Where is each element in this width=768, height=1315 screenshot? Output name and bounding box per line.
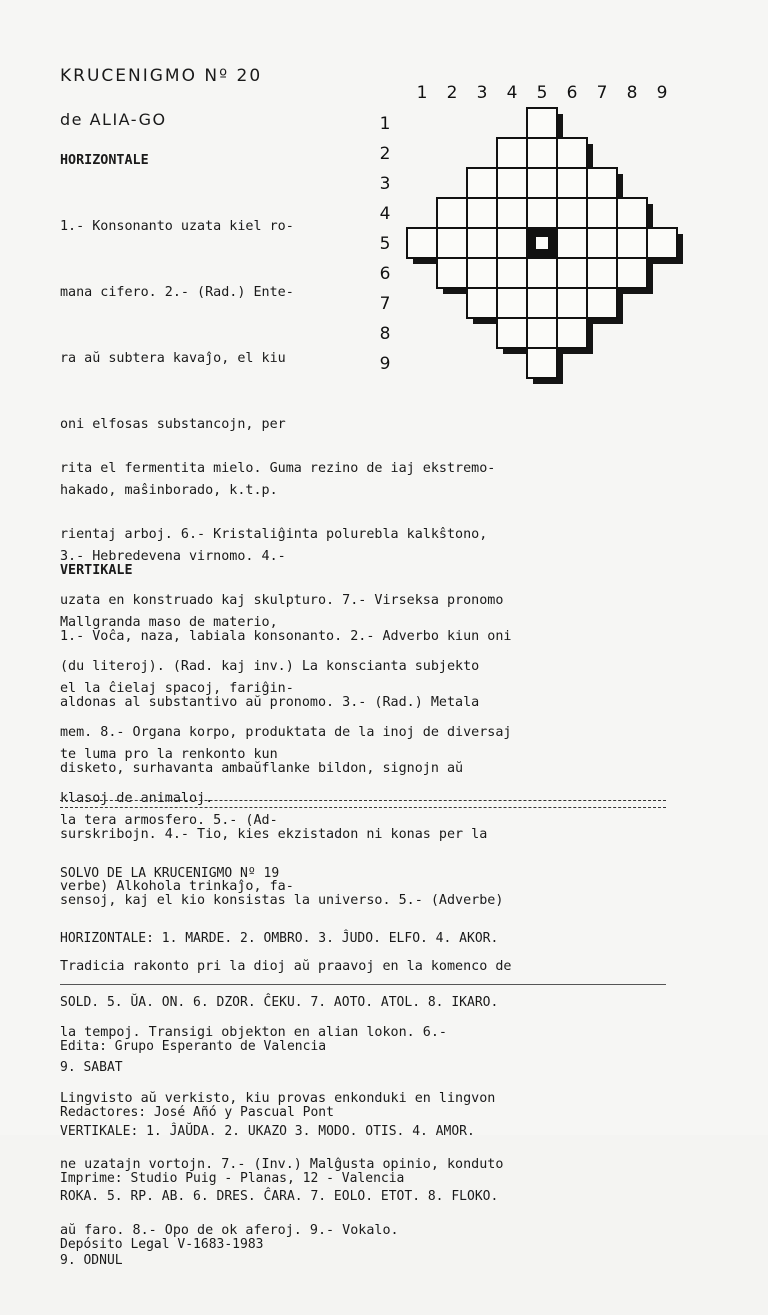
colophon [60,992,404,1300]
clue-line: 1.- Konsonanto uzata kiel ro- [60,219,294,234]
grid-cell[interactable] [617,198,647,228]
grid-cell[interactable] [527,168,557,198]
grid-cell[interactable] [527,348,557,378]
grid-cell[interactable] [527,288,557,318]
grid-cell-black-inner [536,237,548,249]
row-number: 7 [379,294,391,314]
grid-cell[interactable] [617,258,647,288]
clue-line: la tempoj. Transigi objekton en alian lokon. 6.- [60,1025,447,1040]
colophon-line: Redactores: José Añó y Pascual Pont [60,1105,334,1120]
solution-line: 9. SABAT [60,1059,123,1075]
vertikale-heading: VERTIKALE [60,563,133,578]
row-number: 6 [379,264,391,284]
grid-cell[interactable] [557,288,587,318]
grid-cell[interactable] [497,288,527,318]
clue-line: Mallgranda maso de materio, [60,615,278,630]
grid-cell[interactable] [527,108,557,138]
grid-cell[interactable] [467,258,497,288]
grid-cell[interactable] [527,318,557,348]
grid-cell[interactable] [467,228,497,258]
puzzle-author: de ALIA-GO [60,110,167,129]
clue-line: 1.- Voĉa, naza, labiala konsonanto. 2.- Adverbo kiun oni [60,629,512,644]
clue-line: rientaj arboj. 6.- Kristaliĝinta polurebla kalkŝtono, [60,527,488,542]
column-number: 1 [416,83,428,103]
grid-cell[interactable] [497,198,527,228]
column-number: 7 [596,83,608,103]
clue-line: verbe) Alkohola trinkaĵo, fa- [60,879,294,894]
column-number: 4 [506,83,518,103]
solution-line: VERTIKALE: 1. ĴAŬDA. 2. UKAZO 3. MODO. OTIS. 4. AMOR. [60,1124,475,1139]
grid-cell[interactable] [467,168,497,198]
horizontale-heading: HORIZONTALE [60,153,149,168]
clue-line: aŭ faro. 8.- Opo de ok aferoj. 9.- Vokalo. [60,1223,399,1238]
row-number: 1 [379,114,391,134]
clue-line: la tera armosfero. 5.- (Ad- [60,813,278,828]
grid-cell[interactable] [557,198,587,228]
grid-cell[interactable] [617,228,647,258]
grid-cell[interactable] [557,168,587,198]
clue-line: klasoj de animaloj. [60,791,214,806]
clue-line: Lingvisto aŭ verkisto, kiu provas enkonduki en lingvon [60,1091,496,1106]
clue-line: ne uzatajn vortojn. 7.- (Inv.) Malĝusta opinio, konduto [60,1157,504,1172]
grid-cell[interactable] [587,228,617,258]
solution-line: SOLVO DE LA KRUCENIGMO Nº 19 [60,866,280,881]
grid-cell[interactable] [437,198,467,228]
grid-cell[interactable] [587,198,617,228]
clue-line: aldonas al substantivo aŭ pronomo. 3.- (Rad.) Metala [60,695,480,710]
grid-cell[interactable] [527,138,557,168]
colophon-line: Imprime: Studio Puig - Planas, 12 - Valencia [60,1171,405,1186]
colophon-rule [60,984,666,985]
clue-line: hakado, maŝinborado, k.t.p. [60,483,278,498]
grid-cell[interactable] [437,228,467,258]
clue-line: el la ĉielaj spacoj, fariĝin- [60,681,294,696]
clue-line: rita el fermentita mielo. Guma rezino de iaj ekstremo- [60,461,496,476]
solution-line: 9. ODNUL [60,1253,123,1268]
clue-line: ra aŭ subtera kavaĵo, el kiu [60,351,286,366]
crossword-grid [375,78,695,408]
grid-cell[interactable] [407,228,437,258]
puzzle-title: KRUCENIGMO Nº 20 [60,66,263,86]
clue-line: te luma pro la renkonto kun [60,747,278,762]
clue-line: surskribojn. 4.- Tio, kies ekzistadon ni konas per la [60,827,488,842]
grid-cell[interactable] [557,228,587,258]
clue-line: disketo, surhavanta ambaŭflanke bildon, signojn aŭ [60,761,464,776]
column-number: 9 [656,83,668,103]
grid-cell[interactable] [497,318,527,348]
clue-line: Tradicia rakonto pri la dioj aŭ praavoj en la komenco de [60,959,512,974]
grid-cell[interactable] [557,318,587,348]
grid-cell[interactable] [647,228,677,258]
clue-line: mem. 8.- Organa korpo, produktata de la inoj de diversaj [60,725,512,740]
row-number: 3 [379,174,391,194]
clue-line: (du literoj). (Rad. kaj inv.) La konscianta subjekto [60,659,480,674]
solution-line: HORIZONTALE: 1. MARDE. 2. OMBRO. 3. ĴUDO. ELFO. 4. AKOR. [60,930,499,946]
grid-cell[interactable] [467,198,497,228]
solution-line: ROKA. 5. RP. AB. 6. DRES. ĈARA. 7. EOLO. ETOT. 8. FLOKO. [60,1188,499,1204]
column-number: 2 [446,83,458,103]
grid-cell[interactable] [437,258,467,288]
section-separator [60,800,666,808]
clue-line: mana cifero. 2.- (Rad.) Ente- [60,285,294,300]
column-number: 8 [626,83,638,103]
column-number: 5 [536,83,548,103]
grid-cell[interactable] [587,168,617,198]
grid-cell[interactable] [497,138,527,168]
row-number: 4 [379,204,391,224]
clue-line: uzata en konstruado kaj skulpturo. 7.- Virseksa pronomo [60,593,504,608]
colophon-line: Depósito Legal V-1683-1983 [60,1237,264,1252]
grid-cell[interactable] [467,288,497,318]
row-number: 8 [379,324,391,344]
row-number: 5 [379,234,391,254]
row-number: 9 [379,354,391,374]
clue-line: 3.- Hebredevena virnomo. 4.- [60,549,286,564]
grid-cell[interactable] [557,258,587,288]
grid-cell[interactable] [587,288,617,318]
clue-line: oni elfosas substancojn, per [60,417,286,432]
grid-cell[interactable] [527,198,557,228]
colophon-line: Edita: Grupo Esperanto de Valencia [60,1039,327,1054]
grid-cell[interactable] [497,258,527,288]
solution-line: SOLD. 5. ŬA. ON. 6. DZOR. ĈEKU. 7. AOTO. ATOL. 8. IKARO. [60,995,499,1010]
row-number: 2 [379,144,391,164]
column-number: 3 [476,83,488,103]
grid-cell[interactable] [557,138,587,168]
grid-cell[interactable] [527,258,557,288]
clue-line: sensoj, kaj el kio konsistas la universo. 5.- (Adverbe) [60,893,504,908]
grid-cell[interactable] [587,258,617,288]
grid-cell[interactable] [497,168,527,198]
grid-cell[interactable] [497,228,527,258]
column-number: 6 [566,83,578,103]
